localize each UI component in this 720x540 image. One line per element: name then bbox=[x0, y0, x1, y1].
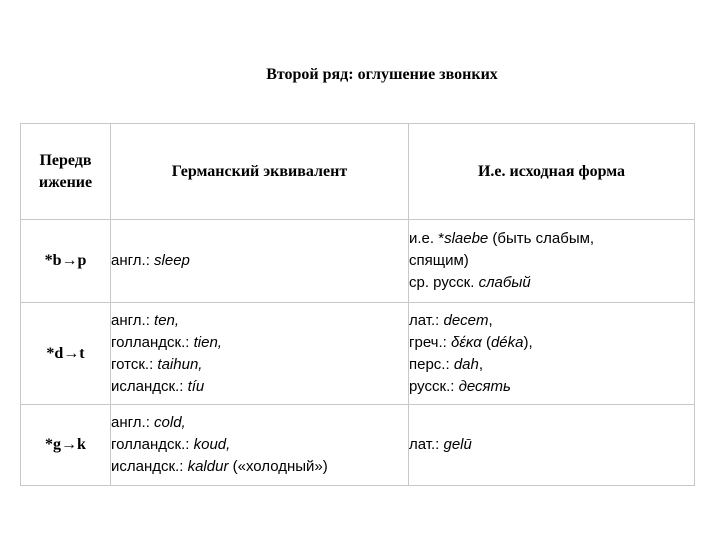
header-ie: И.е. исходная форма bbox=[409, 124, 695, 220]
italic-text: tien, bbox=[193, 333, 222, 351]
italic-text: ten, bbox=[154, 311, 180, 329]
germanic-cell bbox=[111, 303, 409, 405]
table-row bbox=[21, 220, 695, 303]
cell-line bbox=[111, 354, 408, 376]
text: исландск.: bbox=[111, 377, 188, 395]
text: исландск.: bbox=[111, 458, 188, 475]
italic-text: déka bbox=[490, 333, 524, 351]
germanic-cell bbox=[111, 405, 409, 486]
sound-shift-table bbox=[20, 123, 695, 486]
text: и.е. * bbox=[409, 230, 445, 247]
italic-text: koud, bbox=[193, 436, 231, 453]
italic-text: kaldur bbox=[187, 458, 229, 475]
cell-line bbox=[409, 376, 694, 398]
italic-text: tíu bbox=[187, 377, 205, 395]
text: лат.: bbox=[409, 311, 444, 329]
cell-line bbox=[111, 250, 408, 272]
table-row bbox=[21, 405, 695, 486]
text: , bbox=[488, 311, 493, 329]
text: ( bbox=[481, 333, 491, 351]
table-row bbox=[21, 303, 695, 405]
text: готск.: bbox=[111, 355, 158, 373]
text: ), bbox=[523, 333, 533, 351]
italic-text: decem bbox=[443, 311, 489, 329]
text: англ.: bbox=[111, 311, 155, 329]
cell-line bbox=[409, 332, 694, 354]
cell-line bbox=[409, 354, 694, 376]
text: ср. русск. bbox=[409, 274, 479, 291]
sound-shift-cell: *g→k bbox=[21, 405, 111, 486]
text: англ.: bbox=[111, 414, 155, 431]
ie-cell bbox=[409, 220, 695, 303]
italic-text: taihun, bbox=[157, 355, 203, 373]
text: (быть слабым, bbox=[488, 230, 595, 247]
italic-text: слабый bbox=[478, 274, 531, 291]
cell-line bbox=[111, 310, 408, 332]
cell-line bbox=[111, 376, 408, 398]
cell-line bbox=[111, 434, 408, 456]
italic-text: slaebe bbox=[444, 230, 489, 247]
cell-line bbox=[111, 456, 408, 478]
italic-text: sleep bbox=[154, 252, 190, 269]
text: , bbox=[478, 355, 484, 373]
italic-text: cold, bbox=[154, 414, 186, 431]
text: перс.: bbox=[409, 355, 454, 373]
germanic-cell bbox=[111, 220, 409, 303]
text: русск.: bbox=[409, 377, 459, 395]
sound-shift-cell: *d→t bbox=[21, 303, 111, 405]
cell-line bbox=[409, 310, 694, 332]
text: спящим) bbox=[409, 252, 469, 269]
cell-line bbox=[111, 412, 408, 434]
italic-text: dah bbox=[453, 355, 479, 373]
cell-line bbox=[409, 272, 694, 294]
italic-text: десять bbox=[458, 377, 511, 395]
text: («холодный») bbox=[228, 458, 328, 475]
cell-line bbox=[409, 228, 694, 250]
text: англ.: bbox=[111, 252, 155, 269]
text: лат.: bbox=[409, 436, 444, 453]
text: греч.: bbox=[409, 333, 451, 351]
ie-cell bbox=[409, 405, 695, 486]
ie-cell bbox=[409, 303, 695, 405]
cell-line bbox=[111, 332, 408, 354]
italic-text: δέκα bbox=[450, 333, 482, 351]
cell-line bbox=[409, 250, 694, 272]
page-title: Второй ряд: оглушение звонких bbox=[266, 66, 498, 83]
table-header-row bbox=[21, 124, 695, 220]
header-germanic: Германский эквивалент bbox=[111, 124, 409, 220]
sound-shift-cell: *b→p bbox=[21, 220, 111, 303]
italic-text: gelū bbox=[443, 436, 472, 453]
header-shift: Передв ижение bbox=[21, 124, 111, 220]
cell-line bbox=[409, 434, 694, 456]
text: голландск.: bbox=[111, 333, 194, 351]
text: голландск.: bbox=[111, 436, 194, 453]
